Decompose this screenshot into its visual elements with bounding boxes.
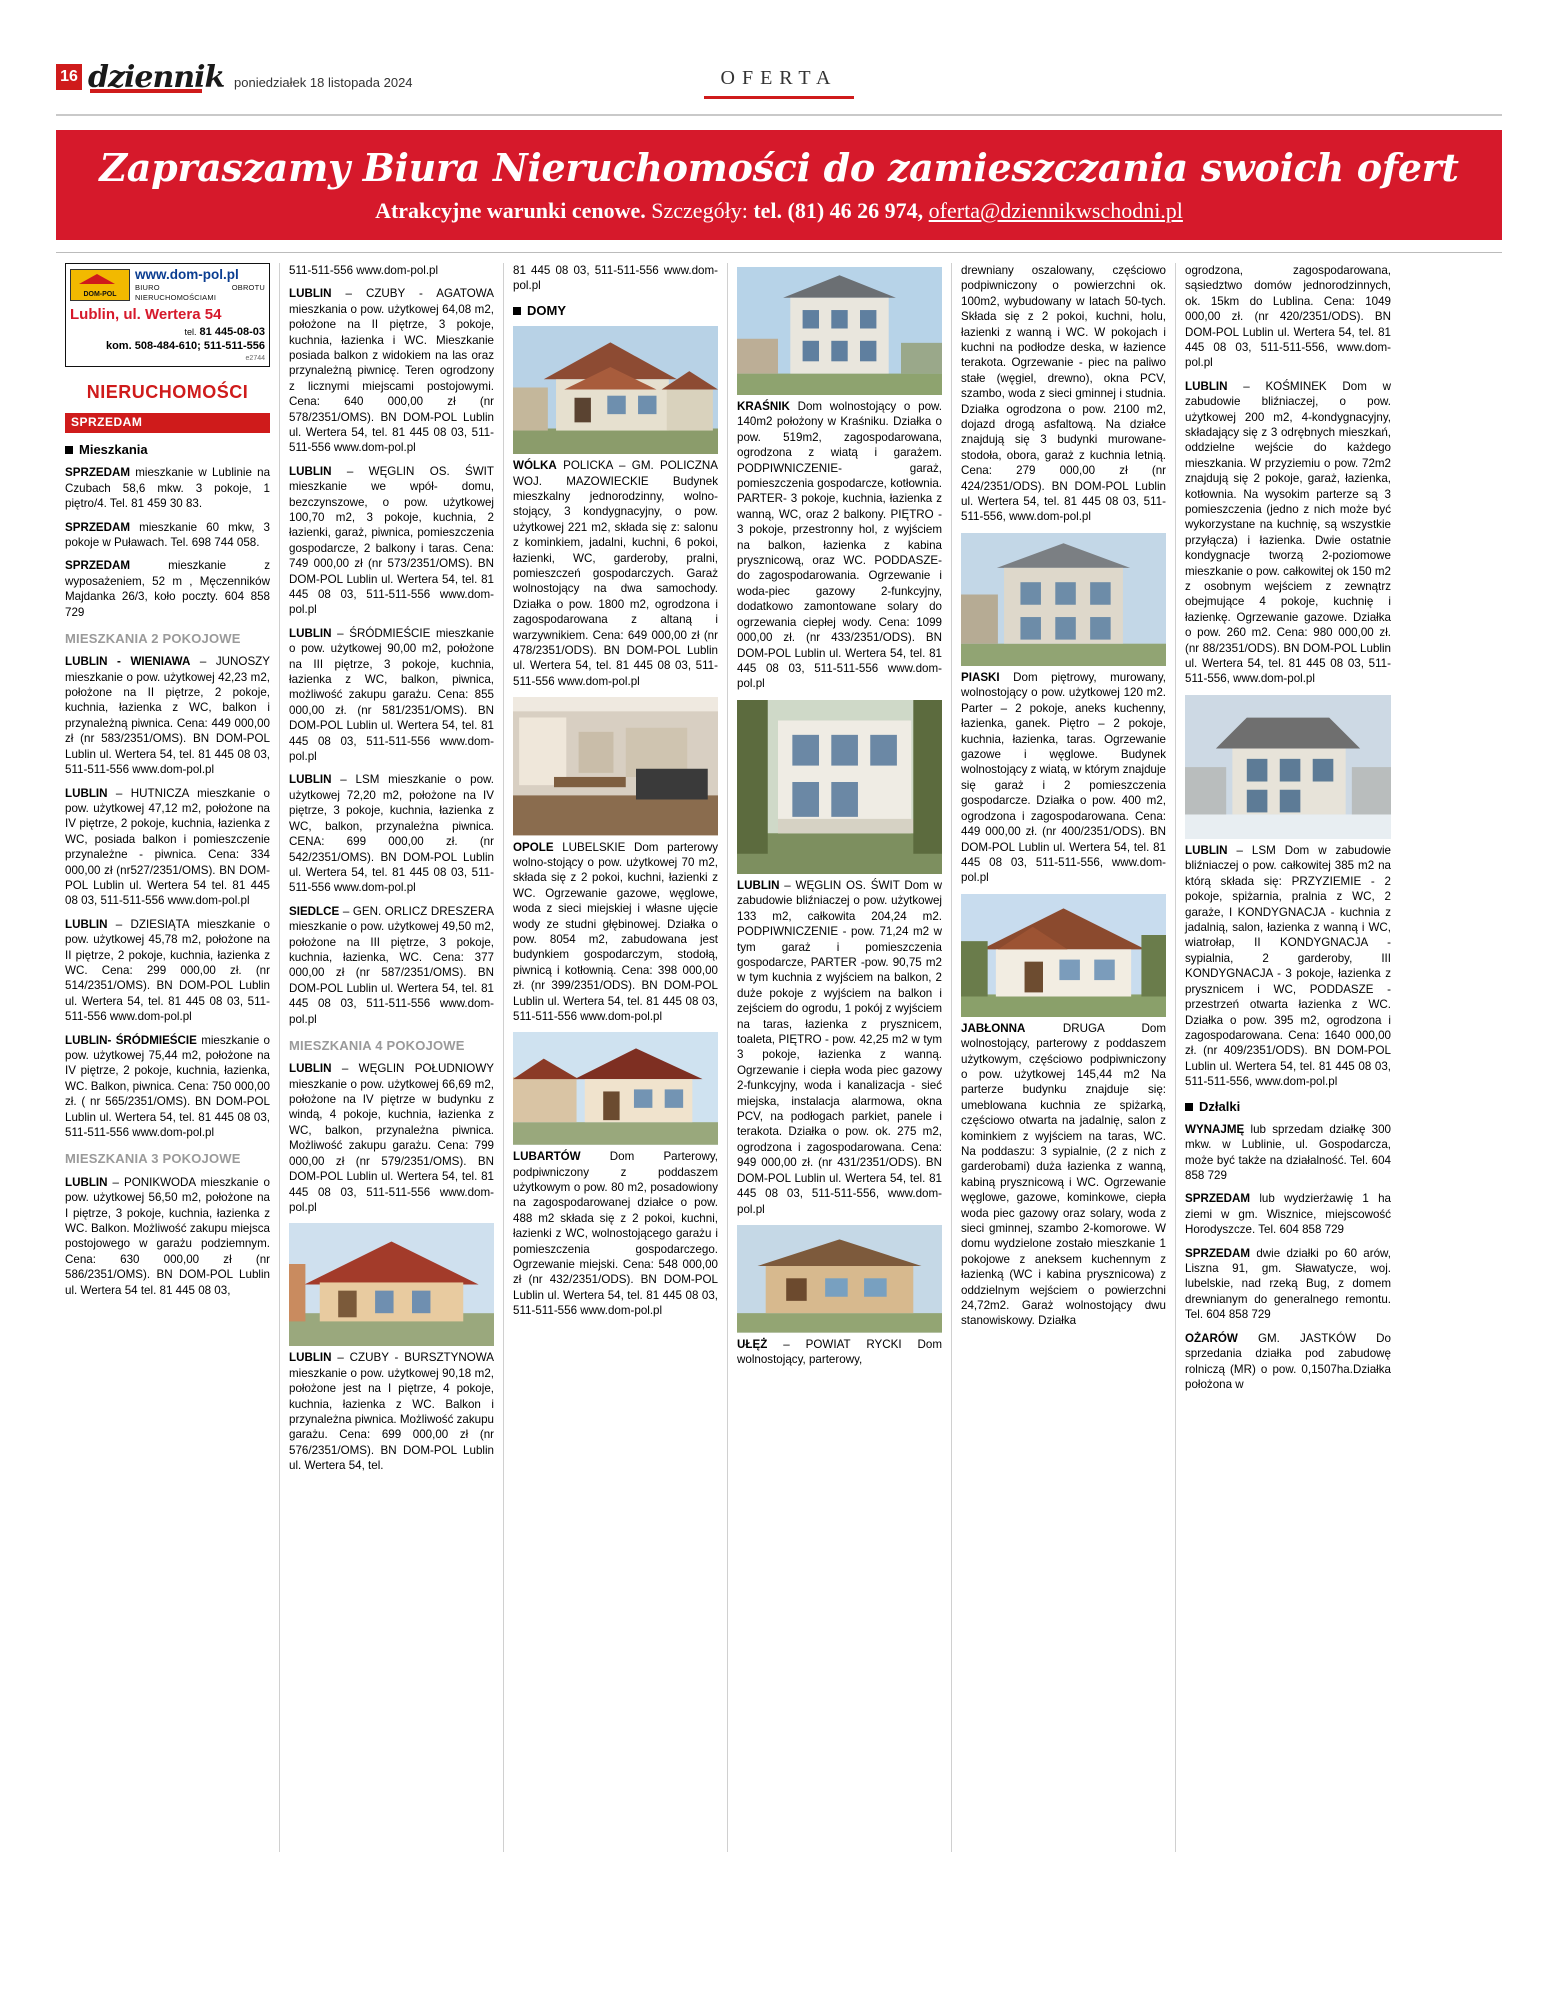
dompol-phone-2 <box>70 339 265 354</box>
ad-item <box>961 670 1166 886</box>
ad-item: LUBLIN – ŚRÓDMIEŚCIE mieszkanie o pow. użytkowej 90,00 m2, położone na III piętrze, 3 pokoje, kuchnia, łazienka z WC, balkon, piwnica, możliwość zakupu garażu. Cena: 855 000,00 zł. (nr 581/2351/OMS). BN DOM-POL Lublin ul. Wertera 54, tel. 81 445 08 03, 511-511-556 www.dom-pol.pl <box>289 626 494 764</box>
house-photo-illustration <box>1185 695 1391 839</box>
ad-item: LUBLIN – DZIESIĄTA mieszkanie o pow. użytkowej 45,78 m2, położone na II piętrze, 2 pokoje, kuchnia, łazienka z WC. Cena: 299 000,00 zł. (nr 514/2351/OMS). BN DOM-POL Lublin ul. Wertera 54, tel. 81 445 08 03, 511-511-556 www.dom-pol.pl <box>65 917 270 1024</box>
ad-item: 81 445 08 03, 511-511-556 www.dom-pol.pl <box>513 263 718 293</box>
ad-item: LUBLIN - WIENIAWA – JUNOSZY mieszkanie o pow. użytkowej 42,23 m2, położone na II piętrze, 2 pokoje, kuchnia, łazienka z WC, balkon i przynależną piwnica. Cena: 449 000,00 zł (nr 583/2351/OMS). BN DOM-POL Lublin ul. Wertera 54, tel. 81 445 08 03, 511-511-556 www.dom-pol.pl <box>65 655 270 777</box>
dompol-address: Lublin, ul. Wertera 54 <box>70 305 222 323</box>
heading-dzialki <box>1185 1098 1391 1115</box>
house-photo-illustration <box>737 267 942 395</box>
dompol-website[interactable]: www.dom-pol.pl <box>135 266 239 282</box>
ad-lead: OPOLE <box>513 840 554 854</box>
column-1 <box>56 263 280 1852</box>
ad-lead: LUBLIN <box>737 878 780 892</box>
ad-item: LUBLIN- ŚRÓDMIEŚCIE mieszkanie o pow. użytkowej 75,44 m2, położone na IV piętrze, 2 pokoje, kuchnia, łazienka, WC. Balkon, piwnica. Cena: 750 000,00 zł. ( nr 565/2351/OMS). BN DOM-POL Lublin ul. Wertera 54, tel. 81 445 08 03, 511-511-556 www.dom-pol.pl <box>65 1033 270 1140</box>
promo-details-label: Szczegóły: <box>651 197 754 223</box>
dompol-phone-1-label: tel. <box>184 326 197 337</box>
promo-terms: Atrakcyjne warunki cenowe. <box>375 197 652 223</box>
heading-dzialki-label: Dzłalki <box>1199 1098 1241 1114</box>
property-photo-lublin-lsm <box>1185 695 1391 839</box>
section-underline <box>704 96 854 99</box>
ad-lead: KRAŚNIK <box>737 400 790 414</box>
ad-lead: PIASKI <box>961 671 1000 685</box>
dompol-phone-2-number: 508-484-610; 511-511-556 <box>134 340 265 353</box>
ad-lead: JABŁONNA <box>961 1021 1026 1035</box>
dompol-logo-icon <box>70 269 130 301</box>
ad-item <box>737 878 942 1217</box>
property-photo-ulez <box>737 1225 942 1333</box>
heading-mieszkania-label: Mieszkania <box>79 442 148 458</box>
ad-item <box>513 458 718 689</box>
ad-body: – LSM Dom w zabudowie bliźniaczej o pow. całkowitej 385 m2 na którą składa się: PRZYZIEMIE - 2 pokoje, spiżarnia, pralnia z WC, 2 garaże, I KONDYGNACJA - kuchnia z jadalnią, salon, łazienka z wanną i WC, wiatrołap, II KONDYGNACJA - sypialnia, 2 garderoby, III KONDYGNACJA - 3 pokoje, łazienka z prysznicem i WC, PODDASZE - przestrzeń otwarta łazienka z WC. Działka o pow. 395 m2, ogrodzona i zagospodarowana. Cena: 1640 000,00 zł. (nr 409/2351/ODS). BN DOM-POL Lublin ul. Wertera 54, tel. 81 445 08 03, 511-511-556, www.dom-pol.pl <box>1185 844 1391 1089</box>
classifieds-columns <box>56 252 1502 1852</box>
house-photo-illustration <box>737 1225 942 1333</box>
dompol-phone-1-number: 81 445-08-03 <box>199 325 265 338</box>
ad-item: SPRZEDAM mieszkanie z wyposażeniem, 52 m , Męczenników Majdanka 26/3, koło poczty. 604 858 729 <box>65 559 271 619</box>
ad-item <box>513 1149 718 1318</box>
column-2 <box>280 263 504 1852</box>
ad-item: SPRZEDAM mieszkanie w Lublinie na Czubach 58,6 mkw. 3 pokoje, 1 piętro/4. Tel. 81 459 30 83. <box>65 466 271 511</box>
ad-body: Dom Parterowy, podpiwniczony z poddaszem użytkowym o pow. 80 m2, posadowiony na zagospodarowanej działce o pow. 488 m2 składa się z 2 pokoi, kuchni, łazienki z WC, wolnostojącego garażu i pomieszczenia gospodarczego. Ogrzewanie miejski. Cena: 548 000,00 zł (nr 432/2351/ODS). BN DOM-POL Lublin ul. Wertera 54, tel. 81 445 08 03, 511-511-556 www.dom-pol.pl <box>513 1150 718 1318</box>
ad-item <box>513 840 718 1025</box>
house-photo-illustration <box>961 894 1166 1017</box>
dompol-tagline: BIURO OBROTU NIERUCHOMOŚCIAMI <box>135 282 265 302</box>
ad-body: – WĘGLIN OS. ŚWIT Dom w zabudowie bliźniaczej o pow. użytkowej 133 m2, całkowita 204,24 m2. PODPIWNICZENIE - pow. 71,24 m2 w tym garaż i pomieszczenia gospodarcze, PARTER -pow. 90,75 m2 w tym kuchnia z wyjściem na balkon, 2 duże pokoje z wyjściem na balkon i zejściem do ogrodu, 1 pokój z wyjściem na taras, łazienka z prysznicem, toaleta, PIĘTRO - pow. 42,25 m2 w tym 3 pokoje, łazienka z wanną. Ogrzewanie i ciepła woda piec gazowy 2-funkcyjny, woda i kanalizacja - sieć miejska, instalacja alarmowa, okna PCV, na podłogach parkiet, panele i terakota. Działka o pow. ok. 275 m2, ogrodzona i zagospodarowana. Cena: 949 000,00 zł. (nr 431/2351/ODS). BN DOM-POL Lublin ul. Wertera 54, tel. 81 445 08 03, 511-511-556, www.dom-pol.pl <box>737 878 942 1216</box>
newspaper-page <box>0 62 1558 2009</box>
property-photo-krasnik <box>737 267 942 395</box>
house-photo-illustration <box>513 326 718 454</box>
ad-item: SPRZEDAM mieszkanie 60 mkw, 3 pokoje w Puławach. Tel. 698 744 058. <box>65 520 270 549</box>
house-photo-illustration <box>961 533 1166 666</box>
column-3 <box>504 263 728 1852</box>
promo-phone: tel. (81) 46 26 974, <box>753 197 929 223</box>
heading-nieruchomosci: NIERUCHOMOŚCI <box>86 382 249 403</box>
logo-text: dziennik <box>88 60 225 95</box>
ad-item: LUBLIN – WĘGLIN POŁUDNIOWY mieszkanie o pow. użytkowej 66,69 m2, położone na IV piętrze w budynku z windą, 4 pokoje, kuchnia, łazienka z WC, balkon, przynależna piwnica. Możliwość zakupu garażu. Cena: 799 000,00 zł (nr 579/2351/OMS). BN DOM-POL Lublin ul. Wertera 54, tel. 81 445 08 03, 511-511-556 www.dom-pol.pl <box>289 1062 494 1214</box>
house-photo-illustration <box>737 700 942 874</box>
ad-lead: WÓLKA <box>513 459 557 473</box>
ad-lead: LUBLIN <box>1185 844 1228 858</box>
ad-item: LUBLIN – PONIKWODA mieszkanie o pow. użytkowej 56,50 m2, położone na I piętrze, 3 pokoje, kuchnia, łazienka z WC. Balkon. Możliwość zakupu miejsca postojowego w garażu podziemnym. Cena: 630 000,00 zł (nr 586/2351/OMS). BN DOM-POL Lublin ul. Wertera 54 tel. 81 445 08 03, <box>65 1175 270 1297</box>
promo-email-link[interactable]: oferta@dziennikwschodni.pl <box>928 197 1183 223</box>
ad-item: drewniany oszalowany, częściowo podpiwniczony o powierzchni ok. 100m2, wybudowany w latach 50-tych. Składa się z 2 pokoi, kuchni, holu, łazienki z wanną i WC. W pokojach i kuchni na podłodze deska, w łazience terakota. Ogrzewanie - piec na paliwo stałe (węgiel, drewno), okna PCV, szambo, woda z sieci gminnej i studnia. Działka ogrodzona o pow. 2100 m2, dojazd drogą asfaltową. Na działce znajdują się 3 budynki murowane- stodoła, obora, garaż z kuchnia letnią. Cena: 279 000,00 zł (nr 424/2351/ODS). BN DOM-POL Lublin ul. Wertera 54, tel. 81 445 08 03, 511-511-556, www.dom-pol.pl <box>961 263 1166 524</box>
heading-mieszkania-4-pokojowe: MIESZKANIA 4 POKOJOWE <box>289 1037 465 1053</box>
issue-date: poniedziałek 18 listopada 2024 <box>234 75 413 90</box>
heading-mieszkania-3-pokojowe: MIESZKANIA 3 POKOJOWE <box>65 1151 241 1167</box>
dompol-ref-code: e2744 <box>245 354 265 362</box>
dompol-logo-label: DOM-POL <box>83 290 117 298</box>
ad-item: SIEDLCE – GEN. ORLICZ DRESZERA mieszkanie o pow. użytkowej 49,50 m2, położone na III piętrze, 3 pokoje, kuchnia, łazienka, WC. Cena: 377 000,00 zł (nr 587/2351/OMS). BN DOM-POL Lublin ul. Wertera 54, tel. 81 445 08 03, 511-511-556 www.dom-pol.pl <box>289 904 494 1026</box>
ad-item: LUBLIN – CZUBY - AGATOWA mieszkania o pow. użytkowej 64,08 m2, położone na II piętrze, 3 pokoje, kuchnia, łazienka i WC. Mieszkanie posiada balkon z widokiem na las oraz przynależną piwnicę. Teren ogrodzony z licznymi miejscami postojowymi. Cena: 640 000,00 zł (nr 578/2351/OMS). BN DOM-POL Lublin ul. Wertera 54, tel. 81 445 08 03, 511-511-556 www.dom-pol.pl <box>289 287 494 455</box>
ad-item <box>1185 843 1391 1090</box>
property-photo-piaski <box>961 533 1166 666</box>
ad-item: LUBLIN – CZUBY - BURSZTYNOWA mieszkanie o pow. użytkowej 90,18 m2, położone jest na I piętrze, 4 pokoje, kuchnia, łazienka z WC. Balkon i przynależna piwnica. Możliwość zakupu garażu. Cena: 699 000,00 zł (nr 576/2351/OMS). BN DOM-POL Lublin ul. Wertera 54, tel. <box>289 1351 494 1473</box>
ad-body: LUBELSKIE Dom parterowy wolno-stojący o pow. użytkowej 70 m2, składa się z 2 pokoi, kuchni, łazienki z WC. Ogrzewanie gazowe, węglowe, woda z sieci miejskiej i własne ujęcie wody ze studni głębinowej. Działka o pow. 8054 m2, zabudowana jest budynkiem gospodarczym, stodołą, piwnicą i kotłownią. Cena: 398 000,00 zł. (nr 399/2351/ODS). BN DOM-POL Lublin ul. Wertera 54, tel. 81 445 08 03, 511-511-556 www.dom-pol.pl <box>513 840 718 1024</box>
heading-mieszkania-2-pokojowe: MIESZKANIA 2 POKOJOWE <box>65 630 241 646</box>
ad-body: – POWIAT RYCKI Dom wolnostojący, parterowy, <box>737 1337 942 1366</box>
newspaper-logo <box>88 60 224 93</box>
ad-lead: UŁĘŻ <box>737 1337 768 1351</box>
ad-lead: LUBARTÓW <box>513 1150 581 1164</box>
dompol-agency-box <box>65 263 270 367</box>
heading-sprzedam: SPRZEDAM <box>65 413 270 433</box>
promo-banner-subtitle <box>66 198 1492 224</box>
ad-item: SPRZEDAM dwie działki po 60 arów, Liszna 91, gm. Sławatycze, woj. lubelskie, nad rzeką Bug, z domem drewnianym do generalnego remontu. Tel. 604 858 729 <box>1185 1246 1392 1322</box>
column-4 <box>728 263 952 1852</box>
ad-item: LUBLIN – WĘGLIN OS. ŚWIT mieszkanie we wpół- domu, bezczynszowe, o pow. użytkowej 100,70 m2, 3 pokoje, kuchnia, 2 łazienki, garaż, piwnica, pomieszczenia gospodarcze, 2 balkony i taras. Cena: 749 000,00 zł (nr 573/2351/OMS). BN DOM-POL Lublin ul. Wertera 54, tel. 81 445 08 03, 511-511-556 www.dom-pol.pl <box>289 464 494 617</box>
house-photo-illustration <box>289 1223 494 1346</box>
ad-item: OŻARÓW GM. JASTKÓW Do sprzedania działka pod zabudowę rolniczą (MR) o pow. 0,1507ha.Działka położona w <box>1185 1331 1391 1391</box>
ad-body: Dom piętrowy, murowany, wolnostojący o pow. użytkowej 120 m2. Parter – 2 pokoje, aneks kuchenny, łazienka, ganek. Piętro – 2 pokoje, kuchnia, łazienka, taras. Ogrzewanie gazowe i węglowe. Budynek wolnostojący z wiatą, w którym znajduje się garaż i 2 pomieszczenia gospodarcze. Działka o pow. 400 m2, ogrodzona i zagospodarowana. Cena: 449 000,00 zł. (nr 400/2351/ODS). BN DOM-POL Lublin ul. Wertera 54, tel. 81 445 08 03, 511-511-556, www.dom-pol.pl <box>961 671 1166 885</box>
column-6 <box>1176 263 1400 1852</box>
heading-mieszkania <box>65 441 270 458</box>
property-photo-lubartow-2 <box>513 1032 718 1145</box>
ad-item: LUBLIN – HUTNICZA mieszkanie o pow. użytkowej 47,12 m2, położone na IV piętrze, 2 pokoje, kuchnia, łazienka z WC, posiada balkon i pomieszczenie przynależne - piwnica. Cena: 334 000,00 zł (nr527/2351/OMS). BN DOM-POL Lublin ul. Wertera 54 tel. 81 445 08 03, 511-511-556 www.dom-pol.pl <box>65 786 270 908</box>
ad-body: DRUGA Dom wolnostojący, parterowy z poddaszem użytkowym, częściowo podpiwniczony o pow. użytkowej 145,44 m2 Na parterze budynku znajduje się: umeblowana kuchnia ze spiżarką, częściowo otwarta na jadalnię, salon z kominkiem z wyjściem na taras, WC. Na poddaszu: 3 sypialnie, (2 z nich z garderobami) duża łazienka z wanną, kabiną prysznicową i WC. Ogrzewanie węglowe, gazowe, kominkowe, ciepła woda piec gazowy oraz solary, woda z sieci gminnej, szambo 2-komorowe. W domu wydzielone zostało mieszkanie 1 pokojowe z aneksem kuchennym z łazienką (WC i kabina prysznicowa) z oddzielnym wejściem o powierzchni 24,72m2. Garaż wolnostojący dwu stanowiskowy. Działka <box>961 1021 1166 1328</box>
ad-item: 511-511-556 www.dom-pol.pl <box>289 263 439 277</box>
ad-item: SPRZEDAM lub wydzierżawię 1 ha ziemi w gm. Wisznice, miejscowość Horodyszcze. Tel. 604 858 729 <box>1185 1192 1392 1237</box>
property-photo-jablonna <box>961 894 1166 1017</box>
property-photo-opole-interior <box>513 697 718 835</box>
property-photo-wolka <box>513 326 718 454</box>
ad-item: ogrodzona, zagospodarowana, sąsiedztwo domów jednorodzinnych, ok. 15km do Lublina. Cena: 1049 000,00 zł. (nr 420/2351/ODS). BN DOM-POL Lublin ul. Wertera 54, tel. 81 445 08 03, 511-511-556, www.dom-pol.pl <box>1185 263 1391 370</box>
ad-body: Dom wolnostojący o pow. 140m2 położony w Kraśniku. Działka o pow. 519m2, zagospodarowana, ogrodzona z wiatą i garażem. PODPIWNICZENIE- garaż, pomieszczenia gospodarcze, kotłownia. PARTER- 3 pokoje, kuchnia, łazienka z wanną, WC, oraz 2 balkony. PIĘTRO - 3 pokoje, przestronny hol, z wyjściem na balkon, łazienka z kabina prysznicową, oraz WC. PODDASZE- do zagospodarowania. Ogrzewanie i woda-piec gazowy 2-funkcyjny, dodatkowo zamontowane solary do ogrzewania ciepłej wody. Cena: 1099 000,00 zł. (nr 433/2351/ODS). BN DOM-POL Lublin ul. Wertera 54, tel. 81 445 08 03, 511-511-556 www.dom-pol.pl <box>737 400 942 691</box>
page-number: 16 <box>56 64 82 90</box>
property-photo-lubartow <box>289 1223 494 1346</box>
promo-banner-title: Zapraszamy Biura Nieruchomości do zamieszczania swoich ofert <box>99 145 1459 190</box>
ad-item <box>737 1337 942 1368</box>
house-photo-illustration <box>513 1032 718 1145</box>
ad-item <box>737 399 942 692</box>
ad-item <box>961 1021 1166 1329</box>
ad-item: WYNAJMĘ lub sprzedam działkę 300 mkw. w Lublinie, ul. Gospodarcza, może być także na działalność. Tel. 604 858 729 <box>1185 1122 1391 1183</box>
promo-banner <box>56 130 1502 240</box>
heading-domy-label: DOMY <box>527 302 566 318</box>
dompol-phone-1 <box>70 325 265 340</box>
dompol-phone-2-label: kom. <box>105 340 132 353</box>
heading-domy <box>513 302 718 319</box>
column-5 <box>952 263 1176 1852</box>
property-photo-weglin <box>737 700 942 874</box>
ad-item: LUBLIN – KOŚMINEK Dom w zabudowie bliźniaczej, o pow. użytkowej 200 m2, 4-kondygnacyjny, składający się z 3 odrębnych mieszkań, oddzielne wejście do każdego mieszkania. W przyziemiu o pow. 72m2 znajdują się 2 pokoje, garaż, łazienka, kotłownia. Na wysokim parterze są 3 pomieszczenia (jedno z nich może być wykorzystane na kuchnię, są wszystkie przyłącza) i łazienka. Dwie ostatnie kondygnacje tworzą 2-poziomowe mieszkanie o pow. całkowitej ok 150 m2 z osobnym wejściem z zewnątrz obejmujące 4 pokoje, kuchnię i łazienkę. Ogrzewanie gazowe. Działka o pow. 260 m2. Cena: 980 000,00 zł. (nr 88/2351/ODS). BN DOM-POL Lublin ul. Wertera 54, tel. 81 445 08 03, 511-511-556, www.dom-pol.pl <box>1185 379 1391 686</box>
interior-photo-illustration <box>513 697 718 835</box>
masthead <box>56 62 1502 116</box>
ad-item: LUBLIN – LSM mieszkanie o pow. użytkowej 72,20 m2, położone na IV piętrze, 3 pokoje, kuchnia, łazienka z WC, balkon, przynależna piwnica. CENA: 699 000,00 zł. (nr 542/2351/OMS). BN DOM-POL Lublin ul. Wertera 54, tel. 81 445 08 03, 511-511-556 www.dom-pol.pl <box>289 773 494 895</box>
section-title: OFERTA <box>720 67 838 89</box>
ad-body: POLICKA – GM. POLICZNA WOJ. MAZOWIECKIE Budynek mieszkalny jednorodzinny, wolno-stojący, 3 kondygnacyjny, o pow. użytkowej 221 m2, składa się z: salonu z kominkiem, jadalni, kuchni, 6 pokoi, łazienki, WC, garderoby, pralni, pomieszczeń gospodarczych. Garaż wolnostojący na dwa samochody. Działka o pow. 1800 m2, ogrodzona i zagospodarowana z altaną i warzywnikiem. Cena: 649 000,00 zł (nr 478/2351/ODS). BN DOM-POL Lublin ul. Wertera 54, tel. 81 445 08 03, 511-511-556 www.dom-pol.pl <box>513 459 718 688</box>
